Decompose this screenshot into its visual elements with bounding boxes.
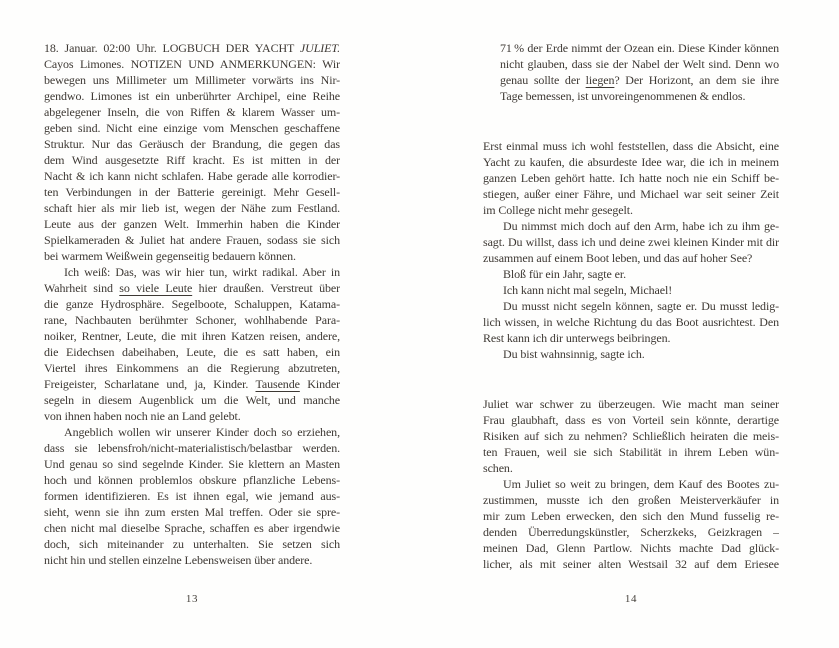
body-text-block bbox=[44, 40, 340, 568]
text-line: bei warmem Weißwein gegenseitig bedauern können. bbox=[44, 249, 296, 263]
text-line: Ich weiß: Das, was wir hier tun, wirkt radikal. Aber in bbox=[64, 265, 340, 279]
logbook-quote-block bbox=[500, 40, 779, 104]
text-line: dass sie lebensfroh/nicht-materialistisch/belastbar werden. bbox=[44, 441, 340, 455]
text-line: Nacht & ich kann nicht schlafen. Habe gerade alle korrodier- bbox=[44, 169, 340, 183]
text-line: abgelegener Inseln, die von Riffen & klarem Wasser um- bbox=[44, 105, 340, 119]
section-break bbox=[483, 104, 779, 138]
text-line: ten Frauen, weil sie sich Stabilität in ihrem Leben wün- bbox=[483, 445, 779, 459]
text-line: noiker, Rentner, Leute, die mit ihren Katzen reisen, andere, bbox=[44, 329, 340, 343]
text-line: Ich kann nicht mal segeln, Michael! bbox=[503, 283, 673, 297]
text-line: 18. Januar. 02:00 Uhr. LOGBUCH DER YACHT JULIET. bbox=[44, 41, 340, 55]
text-line: Leute aus der ganzen Welt. Immerhin haben die Kinder bbox=[44, 217, 340, 231]
page-14-text-column bbox=[483, 40, 779, 572]
text-line: Spielkameraden & Juliet hat andere Frauen, sodass sie sich bbox=[44, 233, 340, 247]
text-line: Struktur. Nur das Geräusch der Brandung, die gegen das bbox=[44, 137, 340, 151]
text-line: Du musst nicht segeln können, sagte er. Du musst ledig- bbox=[503, 299, 779, 313]
text-line: Um Juliet so weit zu bringen, dem Kauf des Bootes zu- bbox=[503, 477, 779, 491]
text-line: denden Überredungskünstler, Scherzkeks, Geizkragen – bbox=[483, 525, 779, 539]
text-line: Erst einmal muss ich wohl feststellen, dass die Absicht, eine bbox=[483, 139, 779, 153]
text-line: gendwo. Limones ist ein unberührter Archipel, eine Reihe bbox=[44, 89, 340, 103]
text-line: bewegen uns Millimeter um Millimeter vorwärts ins Nir- bbox=[44, 73, 340, 87]
text-line: von ihnen haben noch nie an Land gelebt. bbox=[44, 409, 241, 423]
text-line: segeln in diesem Augenblick um die Welt, und manche bbox=[44, 393, 340, 407]
text-line: Angeblich wollen wir unserer Kinder doch so erziehen, bbox=[64, 425, 340, 439]
text-line: schen. bbox=[483, 461, 513, 475]
text-line: licher, als mit seiner alten Westsail 32 auf dem Eriesee bbox=[483, 557, 779, 571]
text-line: Und genau so sind segelnde Kinder. Sie klettern an Masten bbox=[44, 457, 340, 471]
page-13-text-column bbox=[44, 40, 340, 568]
text-line: Du bist wahnsinnig, sagte ich. bbox=[503, 347, 645, 361]
text-line: nicht hin und stellen einzelne Lebensweisen über andere. bbox=[44, 553, 313, 567]
text-line: Frau glaubhaft, dass es von Vorteil sein könnte, derartige bbox=[483, 413, 779, 427]
text-line: lich wissen, in welche Richtung du das Boot ausrichtest. Den bbox=[483, 315, 779, 329]
text-line: zusammen auf einem Boot leben, und das auf hoher See? bbox=[483, 251, 753, 265]
text-line: genau sollte der liegen? Der Horizont, an dem sie ihre bbox=[500, 73, 779, 87]
text-line: doch, sich miteinander zu unterhalten. Sie setzen sich bbox=[44, 537, 340, 551]
text-line: sieht, wenn sie ihn zum ersten Mal treffen. Oder sie spre- bbox=[44, 505, 340, 519]
text-line: Wahrheit sind so viele Leute hier draußen. Verstreut über bbox=[44, 281, 340, 295]
text-line: geben sind. Nicht eine einzige vom Menschen geschaffene bbox=[44, 121, 340, 135]
body-text-block bbox=[483, 396, 779, 572]
text-line: Du nimmst mich doch auf den Arm, habe ich zu ihm ge- bbox=[503, 219, 779, 233]
text-line: ganzen Leben gehört hatte. Ich hatte noch nie ein Schiff be- bbox=[483, 171, 779, 185]
text-line: rane, Nachbauten berühmter Schoner, wohlhabende Para- bbox=[44, 313, 340, 327]
text-line: Juliet war schwer zu überzeugen. Wie macht man seiner bbox=[483, 397, 779, 411]
page-number-right: 14 bbox=[624, 593, 638, 605]
section-break bbox=[483, 362, 779, 396]
text-line: mir zum Leben erwecken, den sich den Mund fusselig re- bbox=[483, 509, 779, 523]
text-line: Bloß für ein Jahr, sagte er. bbox=[503, 267, 627, 281]
text-line: schaft hier als mir lieb ist, wegen der Nähe zum Festland. bbox=[44, 201, 340, 215]
text-line: zustimmen, musste ich den großen Meisterverkäufer in bbox=[483, 493, 779, 507]
text-line: Freigeister, Scharlatane und, ja, Kinder. Tausende Kinder bbox=[44, 377, 340, 391]
text-line: ten Verbindungen in der Batterie gereinigt. Mehr Gesell- bbox=[44, 185, 340, 199]
text-line: 71 % der Erde nimmt der Ozean ein. Diese Kinder können bbox=[500, 41, 779, 55]
text-line: Risiken auf sich zu nehmen? Schließlich heiraten die meis- bbox=[483, 429, 779, 443]
text-line: nicht glauben, dass sie der Nabel der Welt sind. Denn wo bbox=[500, 57, 779, 71]
text-line: Cayos Limones. NOTIZEN UND ANMERKUNGEN: Wir bbox=[44, 57, 340, 71]
page-number-left: 13 bbox=[185, 593, 199, 605]
text-line: sagt. Du willst, dass ich und deine zwei kleinen Kinder mit dir bbox=[483, 235, 779, 249]
text-line: Rest kann ich dir unterwegs beibringen. bbox=[483, 331, 671, 345]
text-line: die ganze Hydrosphäre. Segelboote, Schaluppen, Katama- bbox=[44, 297, 340, 311]
text-line: meinen Dad, Glenn Partlow. Nichts machte Dad glück- bbox=[483, 541, 779, 555]
text-line: die Eidechsen dabeihaben, Leute, die es satt haben, ein bbox=[44, 345, 340, 359]
text-line: Viertel ihres Einkommens an die Regierung abzutreten, bbox=[44, 361, 340, 375]
text-line: formen identifizieren. Es ist ihnen egal, wie jemand aus- bbox=[44, 489, 340, 503]
text-line: chen nicht mal dieselbe Sprache, schaffen es aber irgendwie bbox=[44, 521, 340, 535]
text-line: im College nicht mehr gesegelt. bbox=[483, 203, 633, 217]
text-line: hoch und können problemlos obskure pflanzliche Lebens- bbox=[44, 473, 340, 487]
body-text-block bbox=[483, 138, 779, 362]
text-line: Yacht zu kaufen, die absurdeste Idee war, die ich in meinem bbox=[483, 155, 779, 169]
text-line: Tage bemessen, ist unvoreingenommenen & endlos. bbox=[500, 89, 746, 103]
text-line: dem Wind ausgesetzte Riff kracht. Es ist mitten in der bbox=[44, 153, 340, 167]
text-line: stiegen, außer einer Fähre, und Michael war seit seiner Zeit bbox=[483, 187, 779, 201]
